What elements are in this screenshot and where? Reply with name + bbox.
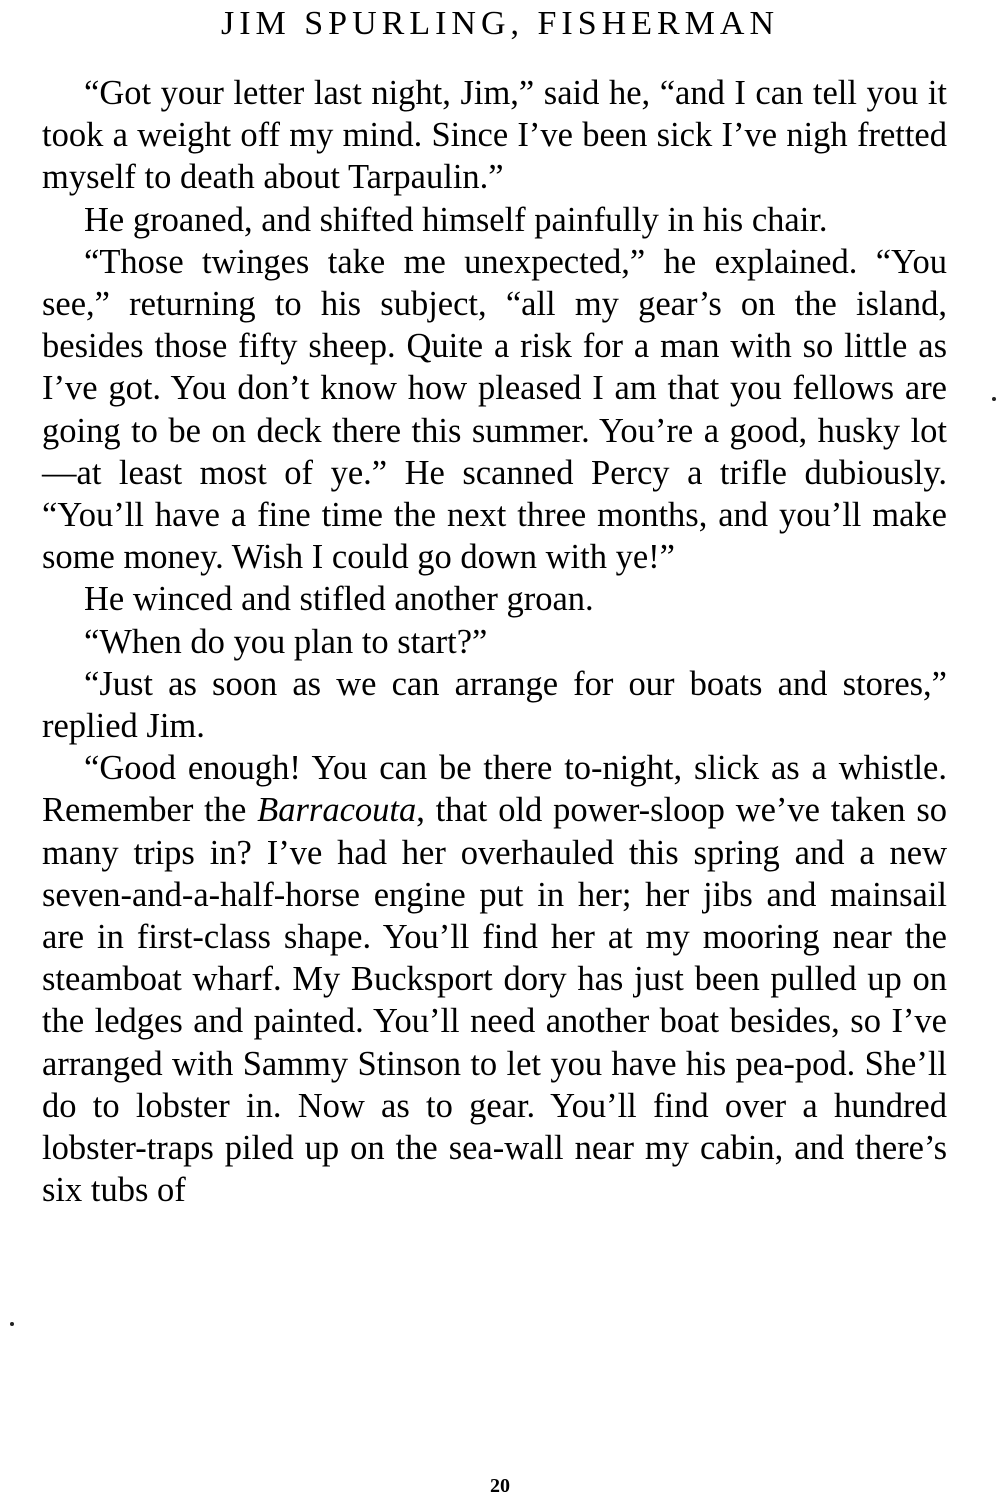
paragraph-text: “When do you plan to start?” [84,622,488,661]
paragraph [42,747,947,1211]
paragraph [42,663,947,747]
margin-speck [992,397,996,401]
body-text [42,72,947,1211]
italic-text: Barracouta [257,791,417,830]
paragraph [42,621,947,663]
paragraph [42,199,947,241]
page-number: 20 [490,1475,510,1497]
paragraph-text: “Just as soon as we can arrange for our boats and stores,” replied Jim. [42,664,947,746]
running-title: JIM SPURLING, FISHERMAN [220,5,779,42]
paragraph-text: He groaned, and shifted himself painfully in his chair. [84,200,828,239]
paragraph-text: “Good enough! You can be there to-night, slick as a whistle. Remember the [42,749,947,830]
paragraph-text: “Those twinges take me unexpected,” he explained. “You see,” returning to his subject, “all my gear’s on the island, besides those fifty sheep. Quite a risk for a man with so little as I’ve got. You don’t know how pleased I am that you fellows are going to be on deck there this summer. You’re a good, husky lot—at least most of ye.” He scanned Percy a trifle dubiously. “You’ll have a fine time the next three months, and you’ll make some money. Wish I could go down with ye!” [42,242,947,577]
paragraph [42,578,947,620]
paragraph-text: He winced and stifled another groan. [84,580,594,619]
paragraph-text: , that old power-sloop we’ve taken so many trips in? I’ve had her overhauled this spring and a new seven-and-a-half-horse engine put in her; her jibs and mainsail are in first-class shape. You’ll find her at my mooring near the steamboat wharf. My Bucksport dory has just been pulled up on the ledges and painted. You’ll need another boat besides, so I’ve arranged with Sammy Stinson to let you have his pea-pod. She’ll do to lobster in. Now as to gear. You’ll find over a hundred lobster-traps piled up on the sea-wall near my cabin, and there’s six tubs of [42,791,947,1210]
paragraph [42,241,947,579]
margin-speck [10,1322,14,1326]
paragraph-text: “Got your letter last night, Jim,” said he, “and I can tell you it took a weight off my mind. Since I’ve been sick I’ve nigh fretted myself to death about Tarpaulin.” [42,74,947,197]
paragraph [42,72,947,199]
